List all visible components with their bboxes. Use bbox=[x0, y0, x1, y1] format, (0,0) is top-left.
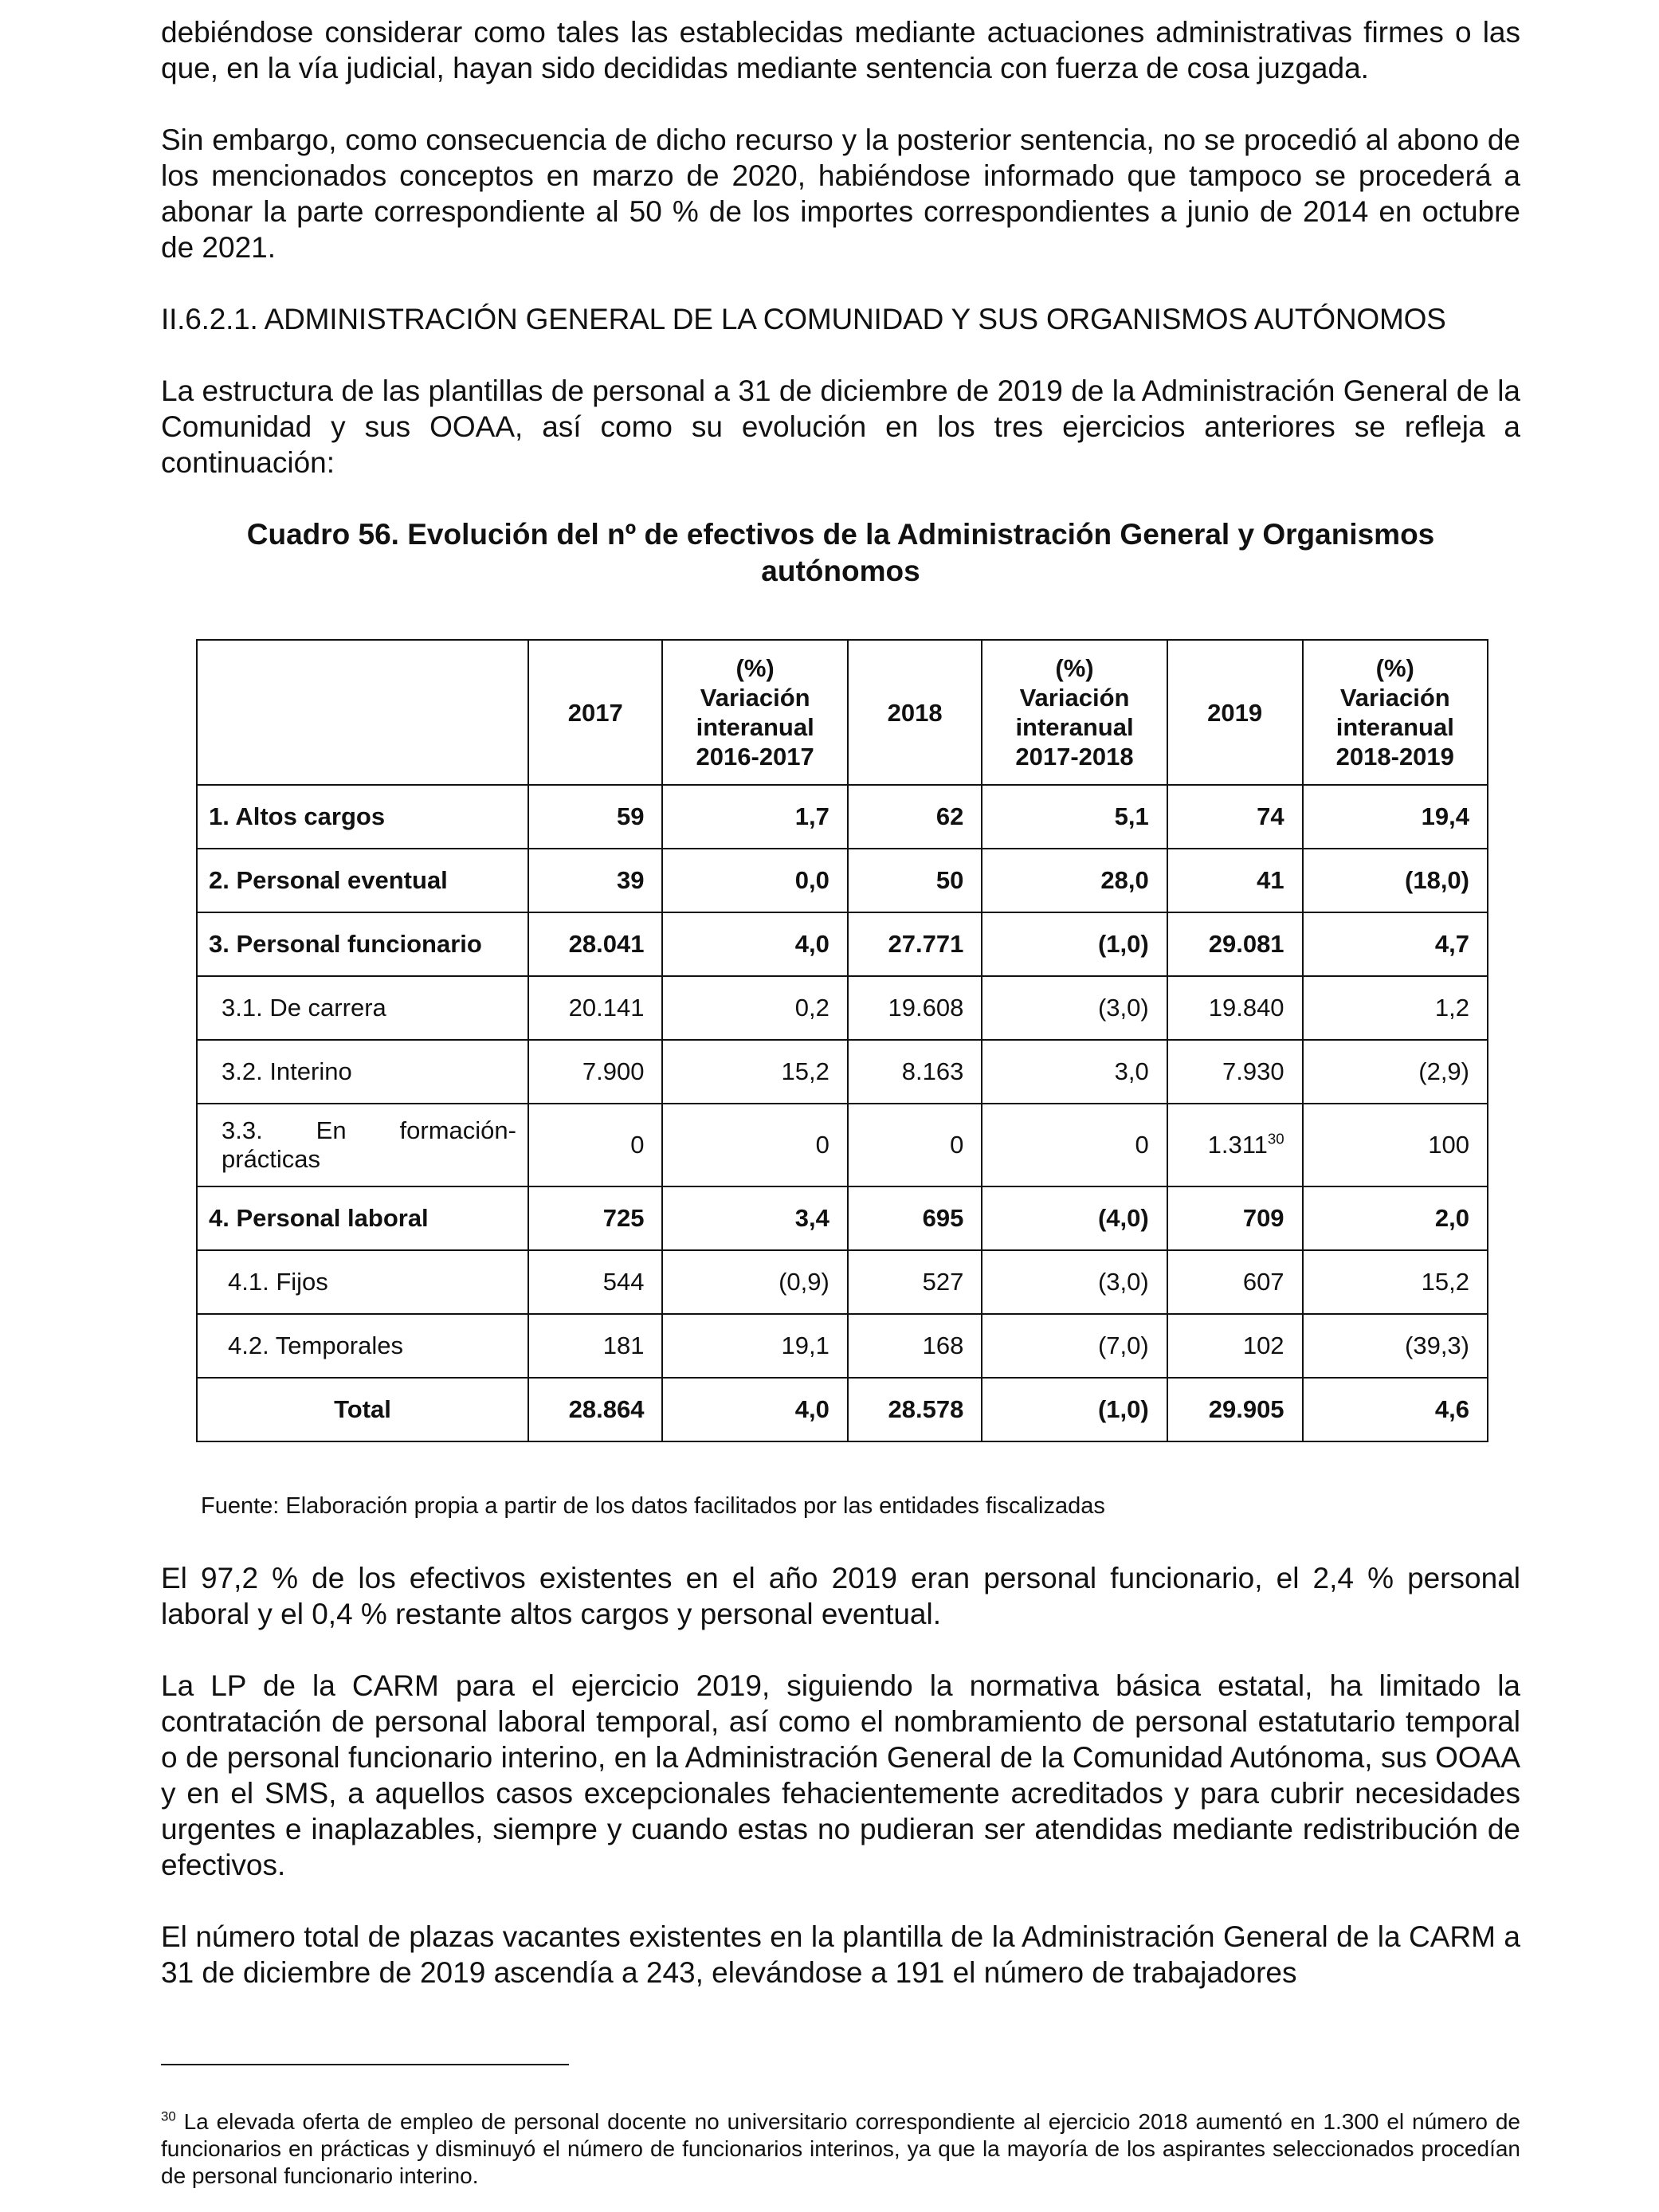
row-label: 4.2. Temporales bbox=[197, 1314, 528, 1378]
lower-content bbox=[161, 1560, 1520, 2026]
header-2019: 2019 bbox=[1167, 640, 1303, 785]
table-row bbox=[197, 1250, 1488, 1314]
table-caption: Cuadro 56. Evolución del nº de efectivos de la Administración General y Organismos autónomos bbox=[246, 518, 1435, 587]
header-2018: 2018 bbox=[848, 640, 982, 785]
header-line: 2017-2018 bbox=[1015, 743, 1134, 771]
cell-2017: 7.900 bbox=[528, 1040, 662, 1104]
cell-var-2018-2019: 4,6 bbox=[1303, 1378, 1488, 1441]
cell-var-2016-2017: 0,0 bbox=[662, 849, 847, 912]
cell-var-2018-2019: (39,3) bbox=[1303, 1314, 1488, 1378]
footnote-text: La elevada oferta de empleo de personal docente no universitario correspondiente al ejercicio 2018 aumentó en 1.300 el número de funcionarios en prácticas y disminuyó el número de funcionarios interinos, ya que la mayoría de los aspirantes seleccionados procedían de personal funcionario interino. bbox=[161, 2109, 1520, 2188]
cell-2018: 62 bbox=[848, 785, 982, 849]
cell-2017: 20.141 bbox=[528, 976, 662, 1040]
header-line: Variación bbox=[1339, 684, 1450, 712]
header-line: interanual bbox=[1335, 713, 1454, 741]
table-header-row bbox=[197, 640, 1488, 785]
row-label: 3.2. Interino bbox=[197, 1040, 528, 1104]
table-row bbox=[197, 1040, 1488, 1104]
paragraph: La LP de la CARM para el ejercicio 2019, siguiendo la normativa básica estatal, ha limitado la contratación de personal laboral temporal, así como el nombramiento de personal estatutario temporal o de personal funcionario interino, en la Administración General de la Comunidad Autónoma, sus OOAA y en el SMS, a aquellos casos excepcionales fehacientemente acreditados y para cubrir necesidades urgentes e inaplazables, siempre y cuando estas no pudieran ser atendidas mediante redistribución de efectivos. bbox=[161, 1669, 1520, 1881]
cell-2019: 709 bbox=[1167, 1186, 1303, 1250]
footnote-ref[interactable]: 30 bbox=[1267, 1130, 1284, 1147]
header-variation-2018-2019 bbox=[1303, 640, 1488, 785]
row-label: 1. Altos cargos bbox=[197, 785, 528, 849]
cell-var-2018-2019: 4,7 bbox=[1303, 912, 1488, 976]
table-row bbox=[197, 976, 1488, 1040]
header-line: interanual bbox=[1015, 713, 1134, 741]
cell-2017: 544 bbox=[528, 1250, 662, 1314]
cell-2018: 695 bbox=[848, 1186, 982, 1250]
row-label: 2. Personal eventual bbox=[197, 849, 528, 912]
cell-var-2018-2019: 19,4 bbox=[1303, 785, 1488, 849]
page-content bbox=[161, 14, 1520, 620]
paragraph: Sin embargo, como consecuencia de dicho recurso y la posterior sentencia, no se procedió al abono de los mencionados conceptos en marzo de 2020, habiéndose informado que tampoco se procederá a abonar la parte correspondiente al 50 % de los importes correspondientes a junio de 2014 en octubre de 2021. bbox=[161, 124, 1520, 264]
cell-var-2017-2018: 28,0 bbox=[982, 849, 1167, 912]
cell-var-2018-2019: 100 bbox=[1303, 1104, 1488, 1186]
header-line: interanual bbox=[696, 713, 814, 741]
table-row bbox=[197, 1186, 1488, 1250]
source-note: Fuente: Elaboración propia a partir de los datos facilitados por las entidades fiscalizadas bbox=[201, 1493, 1105, 1519]
cell-2018: 27.771 bbox=[848, 912, 982, 976]
footnote-number: 30 bbox=[161, 2108, 176, 2124]
cell-var-2017-2018: (4,0) bbox=[982, 1186, 1167, 1250]
intro-paragraph: La estructura de las plantillas de personal a 31 de diciembre de 2019 de la Administración General de la Comunidad y sus OOAA, así como su evolución en los tres ejercicios anteriores se refleja a continuación: bbox=[161, 375, 1520, 479]
row-label bbox=[197, 1104, 528, 1186]
table-total-row bbox=[197, 1378, 1488, 1441]
cell-2017: 725 bbox=[528, 1186, 662, 1250]
cell-2017: 28.041 bbox=[528, 912, 662, 976]
paragraph: El número total de plazas vacantes existentes en la plantilla de la Administración General de la CARM a 31 de diciembre de 2019 ascendía a 243, elevándose a 191 el número de trabajadores bbox=[161, 1920, 1520, 1989]
personnel-table bbox=[196, 639, 1488, 1442]
table-row bbox=[197, 1314, 1488, 1378]
cell-var-2018-2019: 1,2 bbox=[1303, 976, 1488, 1040]
cell-2017: 28.864 bbox=[528, 1378, 662, 1441]
cell-var-2016-2017: 19,1 bbox=[662, 1314, 847, 1378]
header-2017: 2017 bbox=[528, 640, 662, 785]
footnote bbox=[161, 2108, 1520, 2190]
cell-2017: 59 bbox=[528, 785, 662, 849]
header-line: 2018-2019 bbox=[1335, 743, 1454, 771]
cell-var-2018-2019: 15,2 bbox=[1303, 1250, 1488, 1314]
cell-var-2017-2018: (3,0) bbox=[982, 1250, 1167, 1314]
table-row bbox=[197, 912, 1488, 976]
cell-2018: 527 bbox=[848, 1250, 982, 1314]
cell-var-2016-2017: 4,0 bbox=[662, 912, 847, 976]
header-empty bbox=[197, 640, 528, 785]
label-word: formación- bbox=[399, 1116, 516, 1144]
cell-var-2017-2018: (1,0) bbox=[982, 1378, 1167, 1441]
cell-var-2017-2018: (7,0) bbox=[982, 1314, 1167, 1378]
cell-2019: 74 bbox=[1167, 785, 1303, 849]
table-row bbox=[197, 785, 1488, 849]
cell-2019 bbox=[1167, 1104, 1303, 1186]
cell-var-2016-2017: 3,4 bbox=[662, 1186, 847, 1250]
cell-2018: 19.608 bbox=[848, 976, 982, 1040]
cell-2019: 607 bbox=[1167, 1250, 1303, 1314]
cell-var-2016-2017: 0,2 bbox=[662, 976, 847, 1040]
header-line: (%) bbox=[1375, 654, 1414, 682]
footnote-separator bbox=[161, 2064, 569, 2065]
cell-2017: 0 bbox=[528, 1104, 662, 1186]
cell-2019: 41 bbox=[1167, 849, 1303, 912]
paragraph: debiéndose considerar como tales las establecidas mediante actuaciones administrativas firmes o las que, en la vía judicial, hayan sido decididas mediante sentencia con fuerza de cosa juzgada. bbox=[161, 16, 1520, 84]
row-label: 3. Personal funcionario bbox=[197, 912, 528, 976]
row-label: 4. Personal laboral bbox=[197, 1186, 528, 1250]
section-heading: II.6.2.1. ADMINISTRACIÓN GENERAL DE LA COMUNIDAD Y SUS ORGANISMOS AUTÓNOMOS bbox=[161, 303, 1446, 335]
label-word: 3.3. bbox=[222, 1116, 263, 1144]
row-label: 3.1. De carrera bbox=[197, 976, 528, 1040]
cell-value: 1.311 bbox=[1207, 1131, 1268, 1159]
cell-2017: 181 bbox=[528, 1314, 662, 1378]
paragraph: El 97,2 % de los efectivos existentes en el año 2019 eran personal funcionario, el 2,4 % personal laboral y el 0,4 % restante altos cargos y personal eventual. bbox=[161, 1562, 1520, 1630]
header-line: (%) bbox=[735, 654, 775, 682]
cell-2019: 102 bbox=[1167, 1314, 1303, 1378]
table-row bbox=[197, 849, 1488, 912]
header-line: (%) bbox=[1055, 654, 1094, 682]
cell-2018: 28.578 bbox=[848, 1378, 982, 1441]
cell-var-2018-2019: (2,9) bbox=[1303, 1040, 1488, 1104]
cell-var-2017-2018: 5,1 bbox=[982, 785, 1167, 849]
cell-2018: 8.163 bbox=[848, 1040, 982, 1104]
cell-var-2016-2017: 0 bbox=[662, 1104, 847, 1186]
cell-var-2018-2019: (18,0) bbox=[1303, 849, 1488, 912]
cell-var-2016-2017: (0,9) bbox=[662, 1250, 847, 1314]
cell-2018: 0 bbox=[848, 1104, 982, 1186]
cell-2019: 29.081 bbox=[1167, 912, 1303, 976]
row-label-line2: prácticas bbox=[222, 1145, 321, 1173]
cell-var-2017-2018: (1,0) bbox=[982, 912, 1167, 976]
cell-var-2018-2019: 2,0 bbox=[1303, 1186, 1488, 1250]
cell-2018: 50 bbox=[848, 849, 982, 912]
cell-var-2016-2017: 1,7 bbox=[662, 785, 847, 849]
cell-2019: 19.840 bbox=[1167, 976, 1303, 1040]
cell-var-2016-2017: 4,0 bbox=[662, 1378, 847, 1441]
table-row bbox=[197, 1104, 1488, 1186]
row-label: Total bbox=[197, 1378, 528, 1441]
cell-var-2017-2018: (3,0) bbox=[982, 976, 1167, 1040]
header-variation-2017-2018 bbox=[982, 640, 1167, 785]
cell-2019: 29.905 bbox=[1167, 1378, 1303, 1441]
cell-2018: 168 bbox=[848, 1314, 982, 1378]
row-label: 4.1. Fijos bbox=[197, 1250, 528, 1314]
row-label-line1 bbox=[222, 1116, 516, 1145]
cell-var-2016-2017: 15,2 bbox=[662, 1040, 847, 1104]
cell-2019: 7.930 bbox=[1167, 1040, 1303, 1104]
cell-var-2017-2018: 3,0 bbox=[982, 1040, 1167, 1104]
cell-2017: 39 bbox=[528, 849, 662, 912]
header-line: Variación bbox=[1019, 684, 1130, 712]
header-line: Variación bbox=[700, 684, 810, 712]
header-line: 2016-2017 bbox=[696, 743, 814, 771]
label-word: En bbox=[316, 1116, 347, 1144]
cell-var-2017-2018: 0 bbox=[982, 1104, 1167, 1186]
header-variation-2016-2017 bbox=[662, 640, 847, 785]
